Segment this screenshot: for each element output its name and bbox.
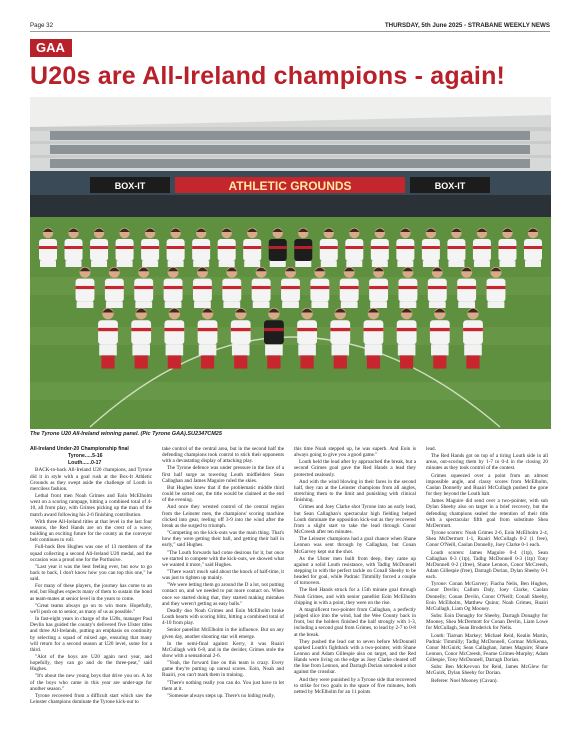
louth-scorers: Louth scorers: James Maguire 0-4 (1tp), Sean Callaghan 0-3 (1tp), Tadhg McDonnell 0-3 (1tp) Tony McDonnell 0-2 (1free), Shane Lennon, Conor McCreesh, Adam Gillespie (free), Darragh Dorian, Dylan Sheehy 0-1 each. [426,549,548,581]
article-column-4 [426,446,548,685]
article-paragraph: The Red Hands struck for a 15th minute goal through Noah Grimes, and with senior panellist Eoin McElholm chipping in with a point, they were on the rise. [294,587,416,606]
headline: U20s are All-Ireland champions - again! [30,62,506,90]
article-paragraph: Grimes and Joey Clarke shot Tyrone into an early lead, but Sean Callaghan's spectacular high fielding helped Louth dominate the opposition kick-out as they recovered from a slight start to take the lead through Conor McCreesh after ten minutes. [294,504,416,536]
article-column-3 [294,446,416,696]
article-paragraph: Deadly duo Noah Grimes and Eoin McElholm broke Louth hearts with scoring blitz, hitting a combined total of 4-10 from play. [162,607,284,627]
louth-subs: Subs: Ben McKevvon for Reid, James McGlew for McGuirk, Dylan Sheehy for Dorian. [426,664,548,677]
article-paragraph: The Tyrone defence was under pressure in the face of a first half surge as towering Louth midfielders Sean Callaghan and James Maguire ruled the skies. [162,465,284,484]
article-paragraph: They pushed the lead out to seven before McDonnell sparked Louth's fightback with a two-pointer, with Shane Lennon and Adam Gillespie also on target, and the Red Hands were living on the edge as Joey Clarke cleared off the line from Lennon, and Darragh Dorian somoked a shot against the crossbar. [294,638,416,676]
article-paragraph: As the Ulster men built from deep, they came up against a solid Louth resistance, with Tadhg McDonnell stepping in with the perfect tackle on Conall Sheehy to be headed for goal, while Padraic Timmilly forced a couple of turnovers. [294,555,416,587]
article-paragraph: The Leinster champions had a goal chance when Shane Lennon was sent through by Callaghan, but Conan McGarvey kept out the shot. [294,536,416,555]
article-paragraph: "Someone always steps up. There's no hiding really, [167,692,275,699]
article-paragraph: Louth held the lead after by approached the break, but a second Grimes goal gave the Red Hands a lead they protected zealously. [294,459,416,478]
article-paragraph: With three All-Ireland titles at that level in the last four seasons, the Red Hands are on the crest of a wave, building an exciting future for the county as the conveyor belt continues to roll. [30,518,152,544]
stand-sign-main: ATHLETIC GROUNDS [228,179,352,193]
article-paragraph: Tyrone recovered from a difficult start which saw the Leinster champions dominate the Tyrone kick-out to [30,692,152,706]
match-title: All-Ireland Under-20 Championship final [30,446,129,452]
article-paragraph: James Maguire did send over a two-pointer, with sub Dylan Sheehy also on target in a brief recovery, but the defending champions sealed the retention of their title with a spectacular fifth goal from substitute Shea McDermott. [426,498,548,529]
article-paragraph: And they were punished by a Tyrone side that recovered to strike for two goals in the space of five minutes, both netted by McElholm for an 11 points [294,676,416,695]
tyrone-scorers: Tyrone scorers: Noah Grimes 2-6, Eoin McElholm 2-4, Shea McDermott 1-1, Ruairi McCullagh 0-2 (1 free), Conor O'Neill, Caolan Donnelly, Joey Clarke 0-1 each. [426,530,548,549]
article-paragraph: "Great teams always go on to win more. Hopefully, we'll push on to senior, as many of us as possible." [30,602,152,615]
article-paragraph: Lethal front men Noah Grimes and Eoin McElholm went on a scoring rampage, hitting a combined total of 4-10, all from play, with Grimes picking up the man of the match award following his 2-6 finishing contribution. [30,493,152,518]
header-rule [30,31,550,32]
article-paragraph: Full-back Ben Hughes was one of 13 members of the squad collecting a second All-Ireland U20 medal, and the occasion was a proud one for the Portlusive. [30,544,152,563]
article-paragraph: take control of the central area, but in the second half the defending champions took control to stick their opponents with a devastating display of attacking play. [162,446,284,465]
article-paragraph: "Last year it was the best feeling ever, but now to go back to back, I don't know how you can top this one," he said. [30,563,152,583]
article-paragraph: But Hughes knew that if the problematic middle third could be sorted out, the title would be claimed at the end of the evening. [162,484,284,504]
article-paragraph: A magnificent two-pointer from Callaghan, a perfectly judged slice into the wind, had the Wee County back in front, but the holders finished the half strongly with 1-3, including a second goal from Grimes, to lead by 2-7 to 0-8 at the break. [294,606,416,638]
page-number: Page 32 [30,22,54,29]
tyrone-subs: Subs: Eoin Donaghy for Sheehy, Darragh Donaghy for Mooney, Shea McDermott for Conan Devlin, Liam Lowe for McCullagh, Sean Broderick for Nelis. [426,613,548,632]
article-paragraph: "The Louth forwards had come desirous for it, but once we started to compete with the kick-outs, we showed what we wanted it more," said Hughes. [162,549,284,568]
article-paragraph: "There wasn't much said about the knock of half-time, it was just to tighten up mainly. [162,568,284,582]
article-paragraph: lead. [426,446,436,452]
photo-caption: The Tyrone U20 All-Ireland winning panel. (Pic Tyrone GAA).SU2347CM25 [30,431,222,437]
article-paragraph: In the semi-final against Kerry, it was Ruairi McCullagh with 6-8, and in the decider, Grimes stole the show with a sensational 2-6. [162,640,284,659]
article-paragraph: "Competing on the kick-outs was the main thing. That's how they were getting their ball, and getting their ball in early," said Hughes. [162,530,284,549]
article-paragraph: In fast-eight years in charge of the U20s, manager Paul Devlin has guided the county's delivered five Ulster titles and three All-Irelands, putting an emphasis on continuity by selecting a squad of mixed age, ensuring that many will return for a second season at U20 level, some for a third. [30,616,152,653]
article-paragraph: this time Noah stepped up, he was superb. And Eoin is always going to give you a good game." [294,446,416,459]
article-paragraph: For many of these players, the journey has come to an end, but Hughes expects many of them to sustain the bond as team-mates at senior level in the years to come. [30,583,152,602]
article-paragraph: "It's about the new young boys that drive you on. A lot of the boys who came in this year are under-age for another season." [30,673,152,692]
team-photo [30,97,551,429]
louth-lineup: Louth: Tiarnan Markey; Michael Reid, Kealin Martin, Padraic Timmilly; Tadhg McDonnell, Cormac McKenna, Conor McGuirk; Sean Callaghan, James Maguire; Shane Lennon, Conor McCreesh, Fearne Grimes-Murphy; Adam Gillespie, Tony McDonnell, Darragh Dorian. [426,632,548,664]
article-column-1 [30,446,152,706]
article-paragraph: "Yeah, the forward line on this team is crazy. Every game they're putting up unreal scores. Eoin, Noah and Ruairi, you can't mark them in training. [162,660,284,679]
referee: Referee: Noel Mooney (Cavan). [431,677,498,684]
article-paragraph: The Red Hands got on top of a tiring Louth side in all areas, out-scoring them by 1-7 to 0-4 in the closing 20 minutes as they took control of the contest. [426,453,548,472]
stand-sign-left: BOX-IT [114,181,146,191]
article-paragraph: Senior panellist McElholm in the influence. But on any given day, another shooting star will emerge. [162,627,284,640]
article-paragraph: And once they wrested control of the central region from the Leinster men, the champions' scoring machine clicked into gear, reeling off 3-9 into the wind after the break as the surged to triumph. [162,504,284,529]
article-paragraph: And with the wind blowing in their faces in the second half, they ran at the Leinster champions from all angles, stretching them to the limit and punishing with clinical finishing. [294,478,416,504]
stand-sign-right: BOX-IT [434,181,466,191]
team-photo-illustration [30,97,551,429]
tyrone-lineup: Tyrone: Conan McGarvey; Fiacha Nelis, Ben Hughes, Conor Devlin; Callum Daly, Joey Clarke, Caolan Donnelly; Conan Devlin, Conor O'Neill; Conall Sheehy, Eoin McElholm, Matthew Quinn; Noah Grimes, Ruairi McCullagh, Liam Og Mooney. [426,581,548,612]
article-paragraph: Grimes squeezed over a point from an almost impossible angle, and classy scores from McElholm, Caolan Donnelly and Ruairi McCullagh pushed the gone for they beyond the Louth halt. [426,472,548,498]
article-paragraph: "Alot of the boys are U20 again next year, and hopefully, they can go and do the three-peat," said Hughes. [30,654,152,673]
issue-date-line: THURSDAY, 5th June 2025 - STRABANE WEEKLY NEWS [384,22,550,29]
score-line-louth: Louth......0-17 [68,460,102,467]
article-paragraph: "We were letting them go around the D a lot, not putting contact on, and we needed to put more contact on. When once we started doing that, they started making mistakes and they weren't getting as easy balls." [162,582,284,607]
section-tag: GAA [30,39,72,57]
score-line-tyrone: Tyrone.....5-16 [68,453,103,460]
article-paragraph: BACK-to-back All-Ireland U20 champions, and Tyrone did it in style with a goal rush at the Box-It Athletic Grounds as they swept aside the challenge of Louth in merciless fashion. [30,467,152,492]
article-paragraph: "There's nothing really you can do. You just have to let them at it. [162,679,284,692]
article-column-2 [162,446,284,700]
